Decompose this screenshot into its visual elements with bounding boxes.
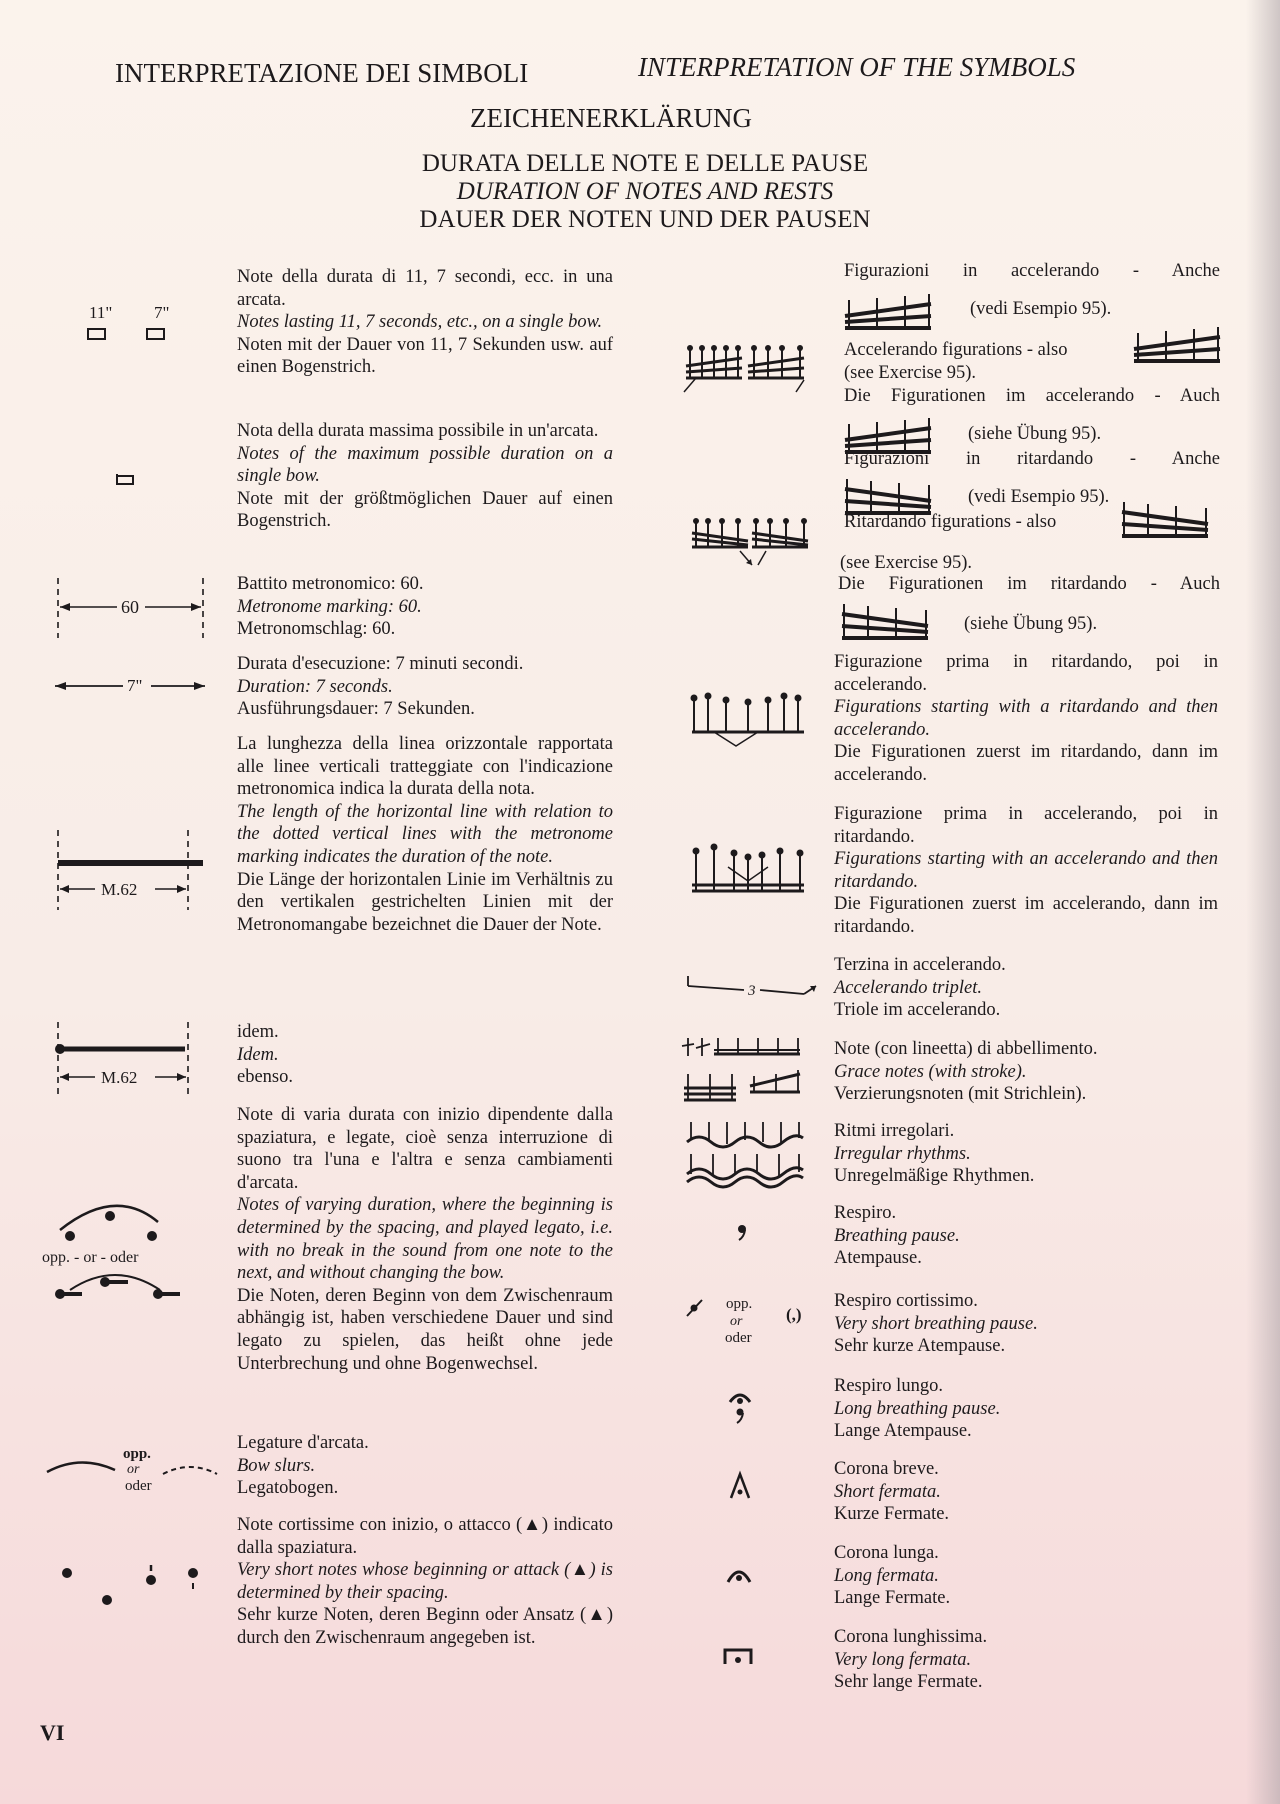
idem-line-symbol — [55, 1022, 215, 1094]
long-fermata-icon — [725, 1562, 755, 1586]
text-en: Accelerando triplet. — [834, 977, 982, 998]
section-heading-en: DURATION OF NOTES AND RESTS — [456, 178, 834, 205]
page-edge-shadow — [1246, 0, 1280, 1804]
text-it: Note di varia durata con inizio dipendente dalla spaziatura, e legate, cioè senza interruzione di suono tra l'una e l'altra e senza cambiamenti d'arcata. — [237, 1105, 613, 1193]
note-dot — [62, 1568, 72, 1578]
grace-stroke — [696, 1044, 710, 1048]
rit-line5: Die Figurationen im ritardando - Auch — [838, 574, 1220, 594]
arrowhead-right — [177, 885, 186, 893]
or-label: or — [730, 1314, 743, 1329]
section-heading-it: DURATA DELLE NOTE E DELLE PAUSE — [421, 150, 869, 177]
text-de: Noten mit der Dauer von 11, 7 Sekunden usw. auf einen Bogenstrich. — [237, 334, 613, 378]
beam — [842, 626, 928, 632]
beam — [845, 304, 931, 316]
opp-label: opp. — [123, 1446, 151, 1462]
text-de: Sehr kurze Noten, deren Beginn oder Ansatz (▲) durch den Zwischenraum angegeben ist. — [237, 1605, 613, 1648]
note-head — [765, 345, 771, 351]
fermata-dot — [736, 1575, 742, 1581]
accel-line6: (siehe Übung 95). — [968, 424, 1102, 444]
text-it: Nota della durata massima possibile in un'arcata. — [237, 421, 599, 441]
entry-accel-then-rit-text — [834, 803, 1218, 939]
accelerando-figuration-symbol — [682, 338, 812, 398]
text-en: Breathing pause. — [834, 1225, 960, 1246]
very-short-notes-symbol — [55, 1565, 215, 1635]
note-head — [753, 518, 759, 524]
note-head — [745, 854, 752, 861]
oder-label: oder — [725, 1330, 752, 1346]
text-it: Respiro. — [834, 1203, 897, 1223]
rit-accel-figuration-symbol — [688, 690, 813, 750]
note-head — [777, 848, 784, 855]
very-long-fermata-icon — [722, 1646, 756, 1670]
note-dot — [146, 1575, 156, 1585]
entry-very-long-fermata-text — [834, 1626, 987, 1694]
text-en: Notes of varying duration, where the beginning is determined by the spacing, and played legato, i.e. with no break in the sound from one note to the next, and without changing the bow. — [237, 1195, 613, 1284]
text-de: Sehr kurze Atempause. — [834, 1336, 1006, 1357]
text-en: The length of the horizontal line with relation to the dotted vertical lines with the metronome marking indicates the duration of the note. — [237, 801, 613, 867]
text-en: Short fermata. — [834, 1481, 941, 1502]
entry-irregular-rhythms-text — [834, 1120, 1034, 1188]
horizontal-line-symbol — [55, 830, 215, 910]
m62-label: M.62 — [101, 880, 138, 899]
text-en: Very short notes whose beginning or attack (▲) is determined by their spacing. — [237, 1560, 613, 1603]
max-note-box — [117, 474, 133, 484]
duration-7-label: 7" — [127, 676, 143, 695]
metronome-symbol — [55, 578, 215, 638]
entry-very-short-notes-text — [237, 1514, 613, 1650]
arrowhead-left — [60, 603, 70, 611]
bracket-line-right — [760, 990, 804, 994]
accel-line3: Accelerando figurations - also — [844, 340, 1068, 360]
text-it: Figurazione prima in ritardando, poi in accelerando. — [834, 652, 1218, 695]
entry-max-duration-text — [237, 420, 613, 533]
text-it: Ritmi irregolari. — [834, 1121, 955, 1141]
entry-horizontal-line-text — [237, 733, 613, 936]
note-head — [711, 844, 718, 851]
section-heading-de: DAUER DER NOTEN UND DER PAUSEN — [419, 206, 871, 233]
note-head — [745, 699, 752, 706]
entry-long-fermata-text — [834, 1542, 950, 1610]
triplet-3-label: 3 — [748, 983, 756, 999]
solid-slur — [47, 1462, 115, 1472]
note-dot — [102, 1595, 112, 1605]
text-de: Die Figurationen zuerst im ritardando, dann im accelerando. — [834, 742, 1218, 785]
m62-label: M.62 — [101, 1068, 138, 1087]
note-head — [783, 518, 789, 524]
arrowhead-left — [60, 885, 69, 893]
arrowhead-right — [194, 682, 205, 690]
note-head — [795, 695, 802, 702]
text-en: Notes of the maximum possible duration on a single bow. — [237, 443, 613, 487]
text-de: Verzierungsnoten (mit Strichlein). — [834, 1084, 1087, 1105]
text-de: Atempause. — [834, 1248, 922, 1269]
text-de: Note mit der größtmöglichen Dauer auf einen Bogenstrich. — [237, 488, 613, 532]
beam — [845, 428, 931, 440]
text-en: Figurations starting with an accelerando and then ritardando. — [834, 849, 1218, 892]
text-de: Die Länge der horizontalen Linie im Verhältnis zu den vertikalen gestrichelten Linien mit der Metronomangabe bezeichnet die Dauer der Note. — [237, 869, 613, 935]
text-en: Notes lasting 11, 7 seconds, etc., on a single bow. — [237, 312, 603, 333]
duration-arrow-symbol — [55, 670, 215, 700]
note-head — [723, 345, 729, 351]
text-de: Kurze Fermate. — [834, 1504, 950, 1525]
note-dot — [65, 1231, 75, 1241]
text-en: Very short breathing pause. — [834, 1313, 1038, 1334]
text-it: Terzina in accelerando. — [834, 955, 1006, 975]
note-head — [797, 345, 803, 351]
text-en: Idem. — [237, 1044, 279, 1065]
opp-label: opp. — [726, 1296, 753, 1312]
text-it: Figurazione prima in accelerando, poi in ritardando. — [834, 804, 1218, 847]
accel-line5: Die Figurationen im accelerando - Auch — [844, 386, 1220, 406]
text-en: Irregular rhythms. — [834, 1143, 971, 1164]
entry-breath-text — [834, 1202, 960, 1270]
rit-line1: Figurazioni in ritardando - Anche — [844, 449, 1220, 469]
entry-metronome-text — [237, 573, 613, 641]
text-en: Grace notes (with stroke). — [834, 1061, 1027, 1082]
accel-line1: Figurazioni in accelerando - Anche — [844, 261, 1220, 281]
note-head — [705, 693, 712, 700]
legato-notes-symbol — [40, 1190, 200, 1310]
fermata-dot — [738, 1490, 743, 1495]
page-number: VI — [40, 1720, 65, 1745]
rit-line4: (see Exercise 95). — [840, 553, 973, 573]
entry-varying-duration-text — [237, 1104, 613, 1375]
grace-notes-symbol — [680, 1030, 805, 1110]
note-dot — [105, 1211, 115, 1221]
bow-slur-symbol — [45, 1440, 235, 1500]
beam — [748, 368, 804, 372]
note-dot — [147, 1231, 157, 1241]
note-dot — [188, 1568, 198, 1578]
note-head — [691, 695, 698, 702]
short-breath-symbol — [682, 1290, 822, 1350]
long-breath-icon — [726, 1388, 756, 1428]
beam — [845, 501, 931, 507]
label-11-seconds: 11" — [89, 303, 113, 322]
text-de: Lange Fermate. — [834, 1588, 951, 1609]
note-head — [711, 345, 717, 351]
text-de: Die Figurationen zuerst im accelerando, dann im ritardando. — [834, 894, 1218, 937]
text-it: La lunghezza della linea orizzontale rapportata alle linee verticali tratteggiate con l'indicazione metronomica indica la durata della nota. — [237, 734, 613, 800]
beam — [1122, 512, 1208, 524]
comma-dot — [691, 1305, 698, 1312]
text-de: Metronomschlag: 60. — [237, 619, 396, 640]
or-label: or — [127, 1462, 140, 1477]
text-en: Long breathing pause. — [834, 1398, 1001, 1419]
entry-idem-text — [237, 1021, 613, 1089]
text-it: Respiro cortissimo. — [834, 1291, 978, 1311]
entry-very-short-breath-text — [834, 1290, 1038, 1358]
fermata-dot — [735, 1657, 741, 1663]
beam — [845, 440, 931, 446]
triplet-symbol — [686, 972, 826, 1002]
text-en: Figurations starting with a ritardando and then accelerando. — [834, 697, 1218, 740]
short-fermata-icon — [728, 1470, 758, 1502]
entry-seconds-text — [237, 266, 613, 379]
entry-duration-text — [237, 653, 613, 721]
wavy-beam — [687, 1176, 803, 1187]
note-head — [801, 518, 807, 524]
accel-line4: (see Exercise 95). — [844, 363, 977, 383]
label-7-seconds: 7" — [154, 303, 170, 322]
beam — [750, 1074, 800, 1086]
text-it: Corona lunga. — [834, 1543, 939, 1563]
note-box-11 — [88, 329, 105, 339]
grace-stroke — [682, 1044, 694, 1046]
rit-line3: Ritardando figurations - also — [844, 512, 1057, 532]
fermata-dot — [737, 1398, 743, 1404]
accel-rit-figuration-symbol — [688, 843, 813, 903]
entry-rit-then-accel-text — [834, 651, 1218, 787]
note-head — [723, 697, 730, 704]
arrow-line — [684, 378, 696, 392]
note-head — [693, 518, 699, 524]
text-it: Note (con lineetta) di abbellimento. — [834, 1039, 1098, 1059]
arrowhead-right — [191, 603, 201, 611]
note-head — [719, 518, 725, 524]
text-it: Battito metronomico: 60. — [237, 574, 424, 594]
note-head — [797, 850, 804, 857]
rit-mini-figure — [1120, 500, 1210, 544]
beam — [1134, 349, 1220, 355]
text-it: Respiro lungo. — [834, 1376, 943, 1396]
note-head — [751, 345, 757, 351]
accel-line2: (vedi Esempio 95). — [970, 299, 1112, 319]
note-head — [687, 345, 693, 351]
text-en: Bow slurs. — [237, 1455, 316, 1476]
text-en: Duration: 7 seconds. — [237, 676, 393, 697]
text-de: Unregelmäßige Rhythmen. — [834, 1166, 1035, 1187]
note-head — [767, 518, 773, 524]
text-it: Note della durata di 11, 7 secondi, ecc. in una arcata. — [237, 267, 613, 310]
text-de: Lange Atempause. — [834, 1421, 972, 1442]
text-en: Very long fermata. — [834, 1649, 972, 1670]
text-it: Corona breve. — [834, 1459, 939, 1479]
note-head — [735, 345, 741, 351]
bracket-line-left — [688, 986, 744, 990]
beam — [1134, 337, 1220, 349]
entry-triplet-text — [834, 954, 1006, 1022]
arrowhead-right — [177, 1073, 186, 1081]
rit-line6: (siehe Übung 95). — [964, 614, 1098, 634]
entry-short-fermata-text — [834, 1458, 949, 1526]
note-head — [765, 697, 772, 704]
note-head — [759, 852, 766, 859]
entry-grace-notes-text — [834, 1038, 1098, 1106]
beam — [1122, 524, 1208, 530]
entry-long-breath-text — [834, 1375, 1000, 1443]
entry-bow-slurs-text — [237, 1432, 613, 1500]
note-head — [781, 693, 788, 700]
section-heading — [0, 150, 1280, 234]
rit-mini-figure — [840, 602, 930, 646]
text-de: Die Noten, deren Beginn von dem Zwischenraum abhängig ist, haben verschiedene Dauer und sind legato zu spielen, das heißt ohne jede Unterbrechung und ohne Bogenwechsel. — [237, 1285, 613, 1374]
text-it: Durata d'esecuzione: 7 minuti secondi. — [237, 654, 524, 674]
text-de: Legatobogen. — [237, 1478, 339, 1499]
beam — [748, 358, 804, 366]
title-italian: INTERPRETAZIONE DEI SIMBOLI — [115, 58, 529, 88]
title-english: INTERPRETATION OF THE SYMBOLS — [638, 52, 1076, 82]
text-de: ebenso. — [237, 1067, 293, 1088]
beam — [842, 614, 928, 626]
oder-label: oder — [125, 1478, 152, 1494]
text-en: Metronome marking: 60. — [237, 596, 422, 617]
note-head — [705, 518, 711, 524]
arrow-line — [796, 380, 804, 392]
accel-mini-figure — [1132, 325, 1222, 369]
text-de: Sehr lange Fermate. — [834, 1672, 983, 1693]
irregular-rhythms-symbol — [683, 1116, 808, 1191]
text-it: Corona lunghissima. — [834, 1627, 988, 1647]
text-en: Long fermata. — [834, 1565, 939, 1586]
breath-paren-label: (,) — [786, 1305, 802, 1324]
note-box-7 — [147, 329, 164, 339]
breath-comma-icon — [734, 1222, 754, 1246]
text-de: Ausführungsdauer: 7 Sekunden. — [237, 699, 475, 720]
arrowhead-left — [55, 682, 66, 690]
note-head — [699, 345, 705, 351]
arrow-line — [758, 551, 766, 565]
accel-mini-figure — [843, 292, 933, 336]
max-duration-symbol — [115, 470, 145, 490]
ritardando-figuration-symbol — [690, 515, 815, 575]
metronome-60-label: 60 — [121, 597, 139, 617]
seconds-note-symbol — [80, 300, 190, 345]
title-german: ZEICHENERKLÄRUNG — [470, 103, 752, 133]
tempo-wedge — [714, 732, 758, 746]
text-it: Legature d'arcata. — [237, 1433, 369, 1453]
note-head — [731, 850, 738, 857]
note-head — [735, 518, 741, 524]
note-head — [779, 345, 785, 351]
text-de: Triole im accelerando. — [834, 1000, 1001, 1021]
rit-line2: (vedi Esempio 95). — [968, 487, 1110, 507]
beam — [845, 489, 931, 501]
beam — [845, 316, 931, 322]
opp-or-oder-label: opp. - or - oder — [42, 1249, 139, 1266]
dashed-slur — [163, 1467, 217, 1474]
text-it: Note cortissime con inizio, o attacco (▲) indicato dalla spaziatura. — [237, 1515, 613, 1558]
arrowhead-left — [60, 1073, 69, 1081]
text-it: idem. — [237, 1022, 279, 1042]
note-head — [693, 848, 700, 855]
